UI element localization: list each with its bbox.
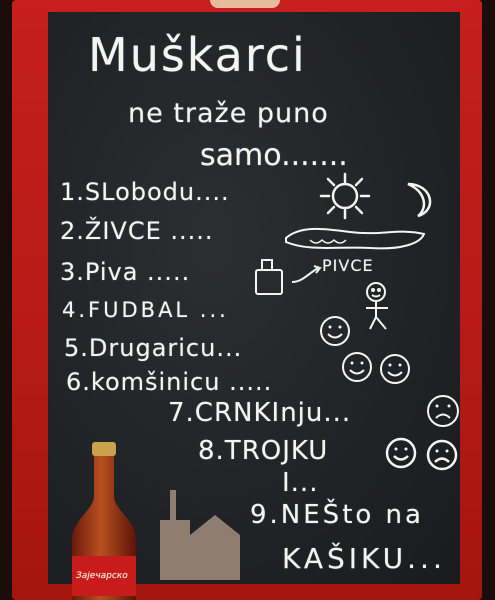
smiley-icon	[318, 314, 352, 348]
list-item: 6.komšinicu .....	[66, 368, 273, 396]
bottle-label: Зајечарско	[76, 571, 128, 581]
sad-face-icon	[424, 392, 464, 430]
dots-line: I...	[282, 468, 319, 498]
list-item: 8.TROJKU	[198, 436, 329, 466]
list-item: 2.ŽIVCE .....	[60, 217, 214, 245]
sad-face-icon	[424, 438, 462, 472]
list-item: 3.Piva .....	[60, 258, 191, 286]
brand-logo-top	[210, 0, 280, 8]
smiley-icon	[378, 352, 414, 386]
pivce-label: PIVCE	[322, 256, 374, 275]
sign-title: Muškarci	[88, 28, 307, 82]
smiley-icon	[384, 436, 420, 470]
subtitle-line-1: ne traže puno	[128, 98, 329, 129]
list-item: 4.FUDBAL ...	[62, 298, 229, 322]
list-item: KAŠIKU...	[282, 542, 446, 575]
list-item: 7.CRNKInju...	[168, 398, 352, 428]
sun-icon	[312, 168, 378, 224]
list-item: 5.Drugaricu...	[64, 334, 243, 362]
cow-doodle-icon	[280, 222, 430, 256]
list-item: 1.SLobodu....	[60, 178, 230, 206]
smiley-icon	[340, 350, 376, 384]
moon-icon	[398, 180, 440, 220]
subtitle-line-2: samo.......	[200, 138, 348, 173]
stick-figure-icon	[360, 280, 404, 340]
list-item: 9.NEŠto na	[250, 500, 424, 530]
brewery-illustration-icon	[150, 480, 260, 580]
